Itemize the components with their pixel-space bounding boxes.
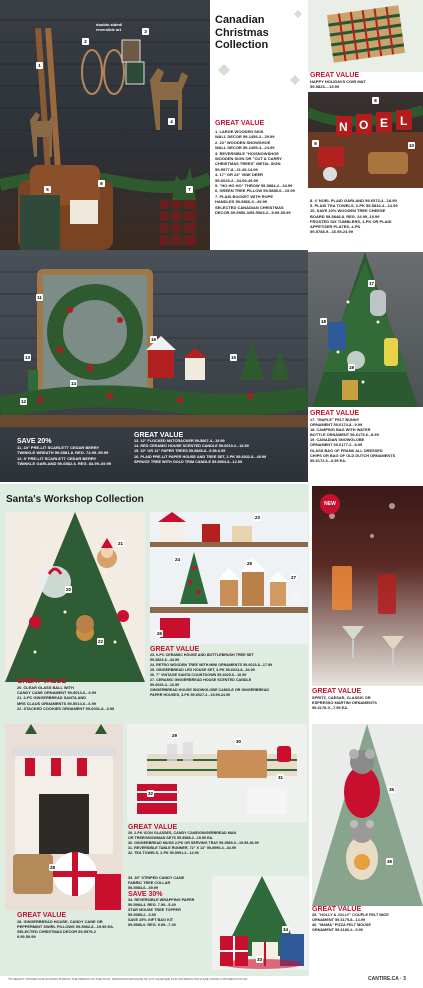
marker-13: 13: [24, 355, 30, 360]
wrap-save-label: SAVE 30%: [128, 891, 163, 898]
ornaments-gv-label: GREAT VALUE: [17, 678, 67, 685]
list-line: WOODEN SIGN OR "CUT & CARRY: [215, 156, 282, 162]
ornaments-photo: [5, 512, 145, 682]
list-line: 17. "MAPLE" FELT BUNNY: [310, 417, 360, 422]
marker-32: 32: [147, 791, 153, 796]
list-line: 59-5986-0. REG. 9.99...7.49: [128, 923, 176, 927]
list-line: 29. 2-PK ICON GLASSES, CANDY CANE/GINGERBREAD MAN: [128, 831, 237, 835]
new-badge: NEW: [320, 494, 340, 514]
list-line: 1. LARGE WOODEN SKIS: [215, 129, 264, 134]
list-line: PAPER HOUSES, 3-PK 59-6027-2...15.99-24.99: [150, 693, 231, 697]
wrap-info: [128, 876, 208, 928]
fireplace-info: [17, 912, 143, 939]
list-line: FROSTED SIX TUMBLERS, 4-PK OR PLAID: [310, 218, 392, 224]
fireplace-photo: [5, 724, 123, 910]
list-line: 59-5983-6...39.99: [128, 886, 158, 890]
tree-list: [310, 417, 422, 463]
cabin-photo: [0, 0, 210, 250]
marker-3: 3: [142, 28, 149, 35]
marker-35: 35: [388, 787, 394, 792]
wrap-list: [128, 876, 208, 891]
coir-mat-gv-label: GREAT VALUE: [310, 72, 360, 79]
kitchen-photo: [127, 724, 307, 822]
marker-24: 24: [174, 557, 180, 562]
houses-list: [150, 653, 308, 698]
marker-4: 4: [168, 118, 175, 125]
section-title: Canadian Christmas Collection: [215, 14, 269, 51]
wrap-list-2: [128, 898, 208, 928]
list-line: 59-6172-6...6.99 EA.: [310, 457, 347, 463]
list-line: 8. 4' NOEL PLAID GARLAND 59-6573-4...18.99: [310, 198, 397, 203]
list-line: 10. SAVE 20% WOODEN TREE CHEESE: [310, 208, 386, 214]
tree-photo: [308, 252, 423, 407]
list-line: OR TREE/SNOWMAN SETS 59-5988-2...19.99 EA.: [128, 836, 214, 841]
list-line: WALL DECOR 59-1459-2...29.99: [215, 134, 275, 140]
list-line: CHRISTMAS TREES" METAL SIGN: [215, 161, 281, 167]
gifts-photo: [212, 876, 308, 970]
list-line: 7. PLAID BUCKET WITH ROPE: [215, 193, 274, 199]
wreath-photo: [0, 250, 308, 482]
list-line: CHIPS OR BAG OF OLD DUTCH ORNAMENTS: [310, 452, 396, 458]
marker-25: 25: [246, 561, 252, 566]
list-line: 21. 2-PC GINGERBREAD SANTA AND: [17, 695, 87, 701]
marker-20: 20: [65, 587, 71, 592]
list-line: 35. "HOLLY & JOLLY" COUPLE FELT MICE: [312, 913, 389, 917]
list-line: FABRIC TREE COLLAR: [128, 881, 171, 885]
kitchen-info: [128, 824, 308, 856]
houses-photo: [150, 512, 308, 644]
list-line: TWINKLE GARLAND 59-6582-6. REG. 84.99..69.99: [17, 461, 112, 467]
collection-header: [210, 0, 308, 250]
coir-mat-info: [310, 72, 420, 89]
list-line: 3. REVERSIBLE "HO/SNOWSHOE: [215, 150, 279, 156]
list-line: GINGERBREAD HOUSE SNOWGLOBE CANDLE OR GINGERBREAD: [150, 688, 270, 692]
cocktails-list: [312, 695, 422, 710]
marker-22: 22: [97, 639, 103, 644]
mice-photo: [312, 724, 423, 906]
marker-36: 36: [386, 859, 392, 864]
footer-disclaimer: *IN SELECT STORES AND ACROSS DURING THE PERIOD OF THE PLAN. MINIMUM PURCHASE OF $ IS CHARGED FOR OFFERING WITH ARE USING A PAYMENTS PLAN.: [8, 978, 249, 981]
mice-info: [312, 906, 422, 933]
list-line: PEPPERMINT SWIRL PILLOWS 59-5982-8...19.99 EA.: [17, 924, 115, 930]
marker-16: 16: [150, 337, 156, 342]
houses-gv-label: GREAT VALUE: [150, 646, 200, 653]
list-line: ORNAMENT 59-6174-8...9.99: [310, 422, 363, 428]
list-line: 28. GINGERBREAD HOUSE, CANDY CANE OR: [17, 919, 103, 924]
list-line: GLASS BAG OF FRANK ALL DRESSED: [310, 447, 383, 453]
list-line: 59-5984-4. REG. 7.99...5.49: [128, 903, 176, 907]
list-line: 59-5977-8...11.49-14.99: [215, 166, 258, 172]
list-line: 36. "MAMA" PIZZA FELT MOUSE: [312, 923, 371, 928]
list-line: 59-5823....19.99: [310, 84, 340, 90]
list-line: 59-5823-6...44.99: [150, 658, 180, 662]
marker-8: 8: [372, 97, 379, 104]
list-line: 6. GREEN TREE PILLOW 59-5885-6...19.99: [215, 188, 295, 194]
cocktails-gv-label: GREAT VALUE: [312, 688, 362, 695]
list-line: 16. PLAID PRE-LIT PAPER HOUSE AND TREE SET, 2-PK 59-6022-8...49.99: [134, 454, 267, 459]
marker-31: 31: [277, 775, 283, 780]
marker-27: 27: [290, 575, 296, 580]
list-line: 14. RED CERAMIC HOUSE SCENTED CANDLE 59-6019-2...16.99: [134, 444, 249, 449]
list-line: 22. STACKED COOKIES ORNAMENT 59-6031-8...3.99: [17, 705, 115, 711]
marker-29: 29: [171, 733, 177, 738]
list-line: 9. PLAID TEA TOWELS, 2-PK 59-5832-4...14.99: [310, 203, 398, 209]
list-line: 59-6178-0...7.99 EA.: [312, 705, 349, 711]
footer-site: CANTIRE.CA · 3: [368, 976, 406, 982]
list-line: APPETIZER PLATES, 4-PK: [310, 224, 361, 230]
marker-14: 14: [70, 381, 76, 386]
kitchen-list: [128, 831, 308, 856]
list-line: SELECTED CANADIAN CHRISTMAS: [215, 204, 284, 210]
fireplace-gv-label: GREAT VALUE: [17, 912, 67, 919]
list-line: 59-5788-9...16.99-24.99: [310, 229, 353, 235]
marker-10: 10: [408, 143, 414, 148]
garland-gv-block: [134, 432, 306, 465]
list-line: 15. 10" OR 12" PAPER TREES 59-5845-8...5.99-6.99: [134, 449, 226, 454]
marker-2: 2: [82, 38, 89, 45]
list-line: ORNAMENT 59-6180-2...9.99: [312, 928, 363, 933]
list-line: CANDY CANE ORNAMENT 59-5013-6...6.99: [17, 690, 97, 696]
mice-gv-label: GREAT VALUE: [312, 906, 362, 913]
marker-1: 1: [36, 62, 43, 69]
marker-6: 6: [98, 180, 105, 187]
noel-photo: [308, 92, 423, 188]
list-line: 32. TEA TOWELS, 2-PK 59-5991-2...14.99: [128, 851, 199, 856]
list-line: SPRITZ, CAESAR, CLASSIC OR: [312, 695, 371, 700]
list-line: MRS CLAUS ORNAMENTS 59-5014-6...6.99: [17, 700, 96, 706]
list-line: 13. 12" FLOCKED NUTCRACKER 59-5867-4...19.99: [134, 439, 225, 443]
callout-text: double-sided/ reversible art: [96, 22, 122, 32]
ornaments-list: [17, 685, 147, 711]
marker-15: 15: [230, 355, 236, 360]
list-line: 9.99-59.99: [17, 934, 36, 940]
list-line: 59-6029-2...34.99-49.99: [215, 177, 258, 183]
list-line: 34. REVERSIBLE WRAPPING PAPER: [128, 898, 195, 902]
marker-5: 5: [44, 186, 51, 193]
list-line: 30. GINGERBREAD MUGS 2-PK OR SERVING TRAY 59-5989-0...19.99-36.99: [128, 841, 259, 846]
list-line: SELECTED CHRISTMAS DECOR 59-5979-2: [17, 929, 96, 935]
kitchen-gv-label: GREAT VALUE: [128, 824, 178, 831]
svg-text:L: L: [400, 114, 408, 128]
marker-33: 33: [256, 957, 262, 962]
marker-30: 30: [235, 739, 241, 744]
marker-9: 9: [312, 140, 319, 147]
marker-28: 28: [49, 865, 55, 870]
marker-11: 11: [37, 295, 42, 300]
garland-gv-list: [134, 439, 306, 465]
list-line: STAR MOUSE TREE TOPPER: [128, 908, 181, 912]
list-line: 23. 6-PC CERAMIC HOUSE AND BOTTLEBRUSH TREE SET: [150, 653, 254, 657]
houses-info: [150, 646, 308, 698]
list-line: SAVE 25% GIFT BAG KIT: [128, 918, 174, 922]
list-line: 59-5985-2...3.99: [128, 913, 156, 917]
list-line: 59-6026-4...16.99: [150, 683, 180, 687]
fireplace-list: [17, 919, 143, 939]
list-line: ORNAMENT 59-6179-8...14.99: [312, 918, 365, 923]
list-line: 18. CAMPING BAG WITH WATER: [310, 427, 371, 433]
marker-19: 19: [348, 365, 354, 370]
list-line: 2. 23" WOODEN SNOWSHOE: [215, 139, 271, 145]
list-line: 24. RETRO WOODEN TREE WITH MINI ORNAMENTS 59-6023-8...17.99: [150, 663, 273, 667]
tree-info: [310, 410, 422, 463]
list-line: 27. CERAMIC GINGERBREAD HOUSE SCENTED CANDLE: [150, 678, 252, 682]
marker-12: 12: [20, 399, 26, 404]
list-line: 4. 17" OR 24" VINE DEER: [215, 172, 264, 178]
marker-26: 26: [156, 631, 162, 636]
list-line: 12. 9' PRE-LIT SCARLETT CEDAR BERRY: [17, 455, 97, 461]
collection-gv-label: GREAT VALUE: [215, 120, 265, 127]
mice-list: [312, 913, 422, 933]
garland-save-block: [17, 438, 147, 467]
list-line: SPRUCE TREE WITH GOLD TRIM CANDLE 59-5904-8...12.99: [134, 459, 243, 464]
list-line: ESPRESSO MARTINI ORNAMENTS: [312, 700, 377, 706]
garland-save-label: SAVE 20%: [17, 438, 52, 445]
list-line: 11. 24" PRE-LIT SCARLETT CEDAR BERRY: [17, 445, 100, 450]
marker-21: 21: [117, 541, 123, 546]
list-line: 31. REVERSIBLE TABLE RUNNER, 72" X 13" 59-5990-4...34.99: [128, 846, 236, 851]
list-line: 5. "HO HO HO" THROW 59-5884-2...34.99: [215, 183, 293, 189]
coir-mat-photo: [308, 0, 423, 72]
marker-17: 17: [368, 281, 374, 286]
cocktails-info: [312, 688, 422, 710]
list-line: 33. 30" STRIPED CANDY CANE: [128, 876, 185, 880]
garland-save-list: [17, 445, 147, 467]
svg-text:O: O: [359, 118, 369, 132]
ornaments-info: [17, 678, 147, 711]
santa-title: Santa's Workshop Collection: [6, 494, 144, 505]
list-line: BOARD 59-5848-8. REG. 24.99..19.99: [310, 213, 380, 219]
collection-list: [215, 129, 307, 216]
svg-text:E: E: [380, 116, 389, 130]
list-line: 20. CLEAR GLASS BALL WITH: [17, 685, 74, 690]
list-line: 19. CANADIAN SNOWGLOBE: [310, 437, 365, 443]
marker-34: 34: [282, 927, 288, 932]
noel-list: [310, 198, 422, 234]
marker-7: 7: [186, 186, 193, 193]
list-line: BOTTLE ORNAMENT 59-6175-6...8.99: [310, 432, 379, 438]
list-line: 25. GINGERBREAD LED HOUSE SET, 3-PK 59-6024-8...34.99: [150, 668, 255, 672]
list-line: 26. 7" VINTAGE SANTA COUNTDOWN 59-6025-6...10.99: [150, 673, 247, 677]
svg-text:N: N: [339, 120, 348, 134]
list-line: HANDLES 59-5866-3...49.99: [215, 199, 268, 205]
marker-18: 18: [320, 319, 326, 324]
list-line: HAPPY HOLIDAYS COIR MAT: [310, 79, 366, 84]
list-line: DECOR 59-5956-3/59-5963-2...9.99-59.99: [215, 210, 291, 216]
garland-gv-label: GREAT VALUE: [134, 432, 184, 439]
marker-23: 23: [254, 515, 260, 520]
list-line: ORNAMENT 59-6177-2...8.99: [310, 442, 363, 448]
tree-gv-label: GREAT VALUE: [310, 410, 360, 417]
coir-mat-text: [310, 79, 420, 89]
list-line: TWINKLE WREATH 59-6581-8. REG. 74.99..59.99: [17, 450, 109, 456]
cocktails-photo: [312, 486, 423, 686]
list-line: WALL DECOR 59-1459-4...24.99: [215, 145, 275, 151]
